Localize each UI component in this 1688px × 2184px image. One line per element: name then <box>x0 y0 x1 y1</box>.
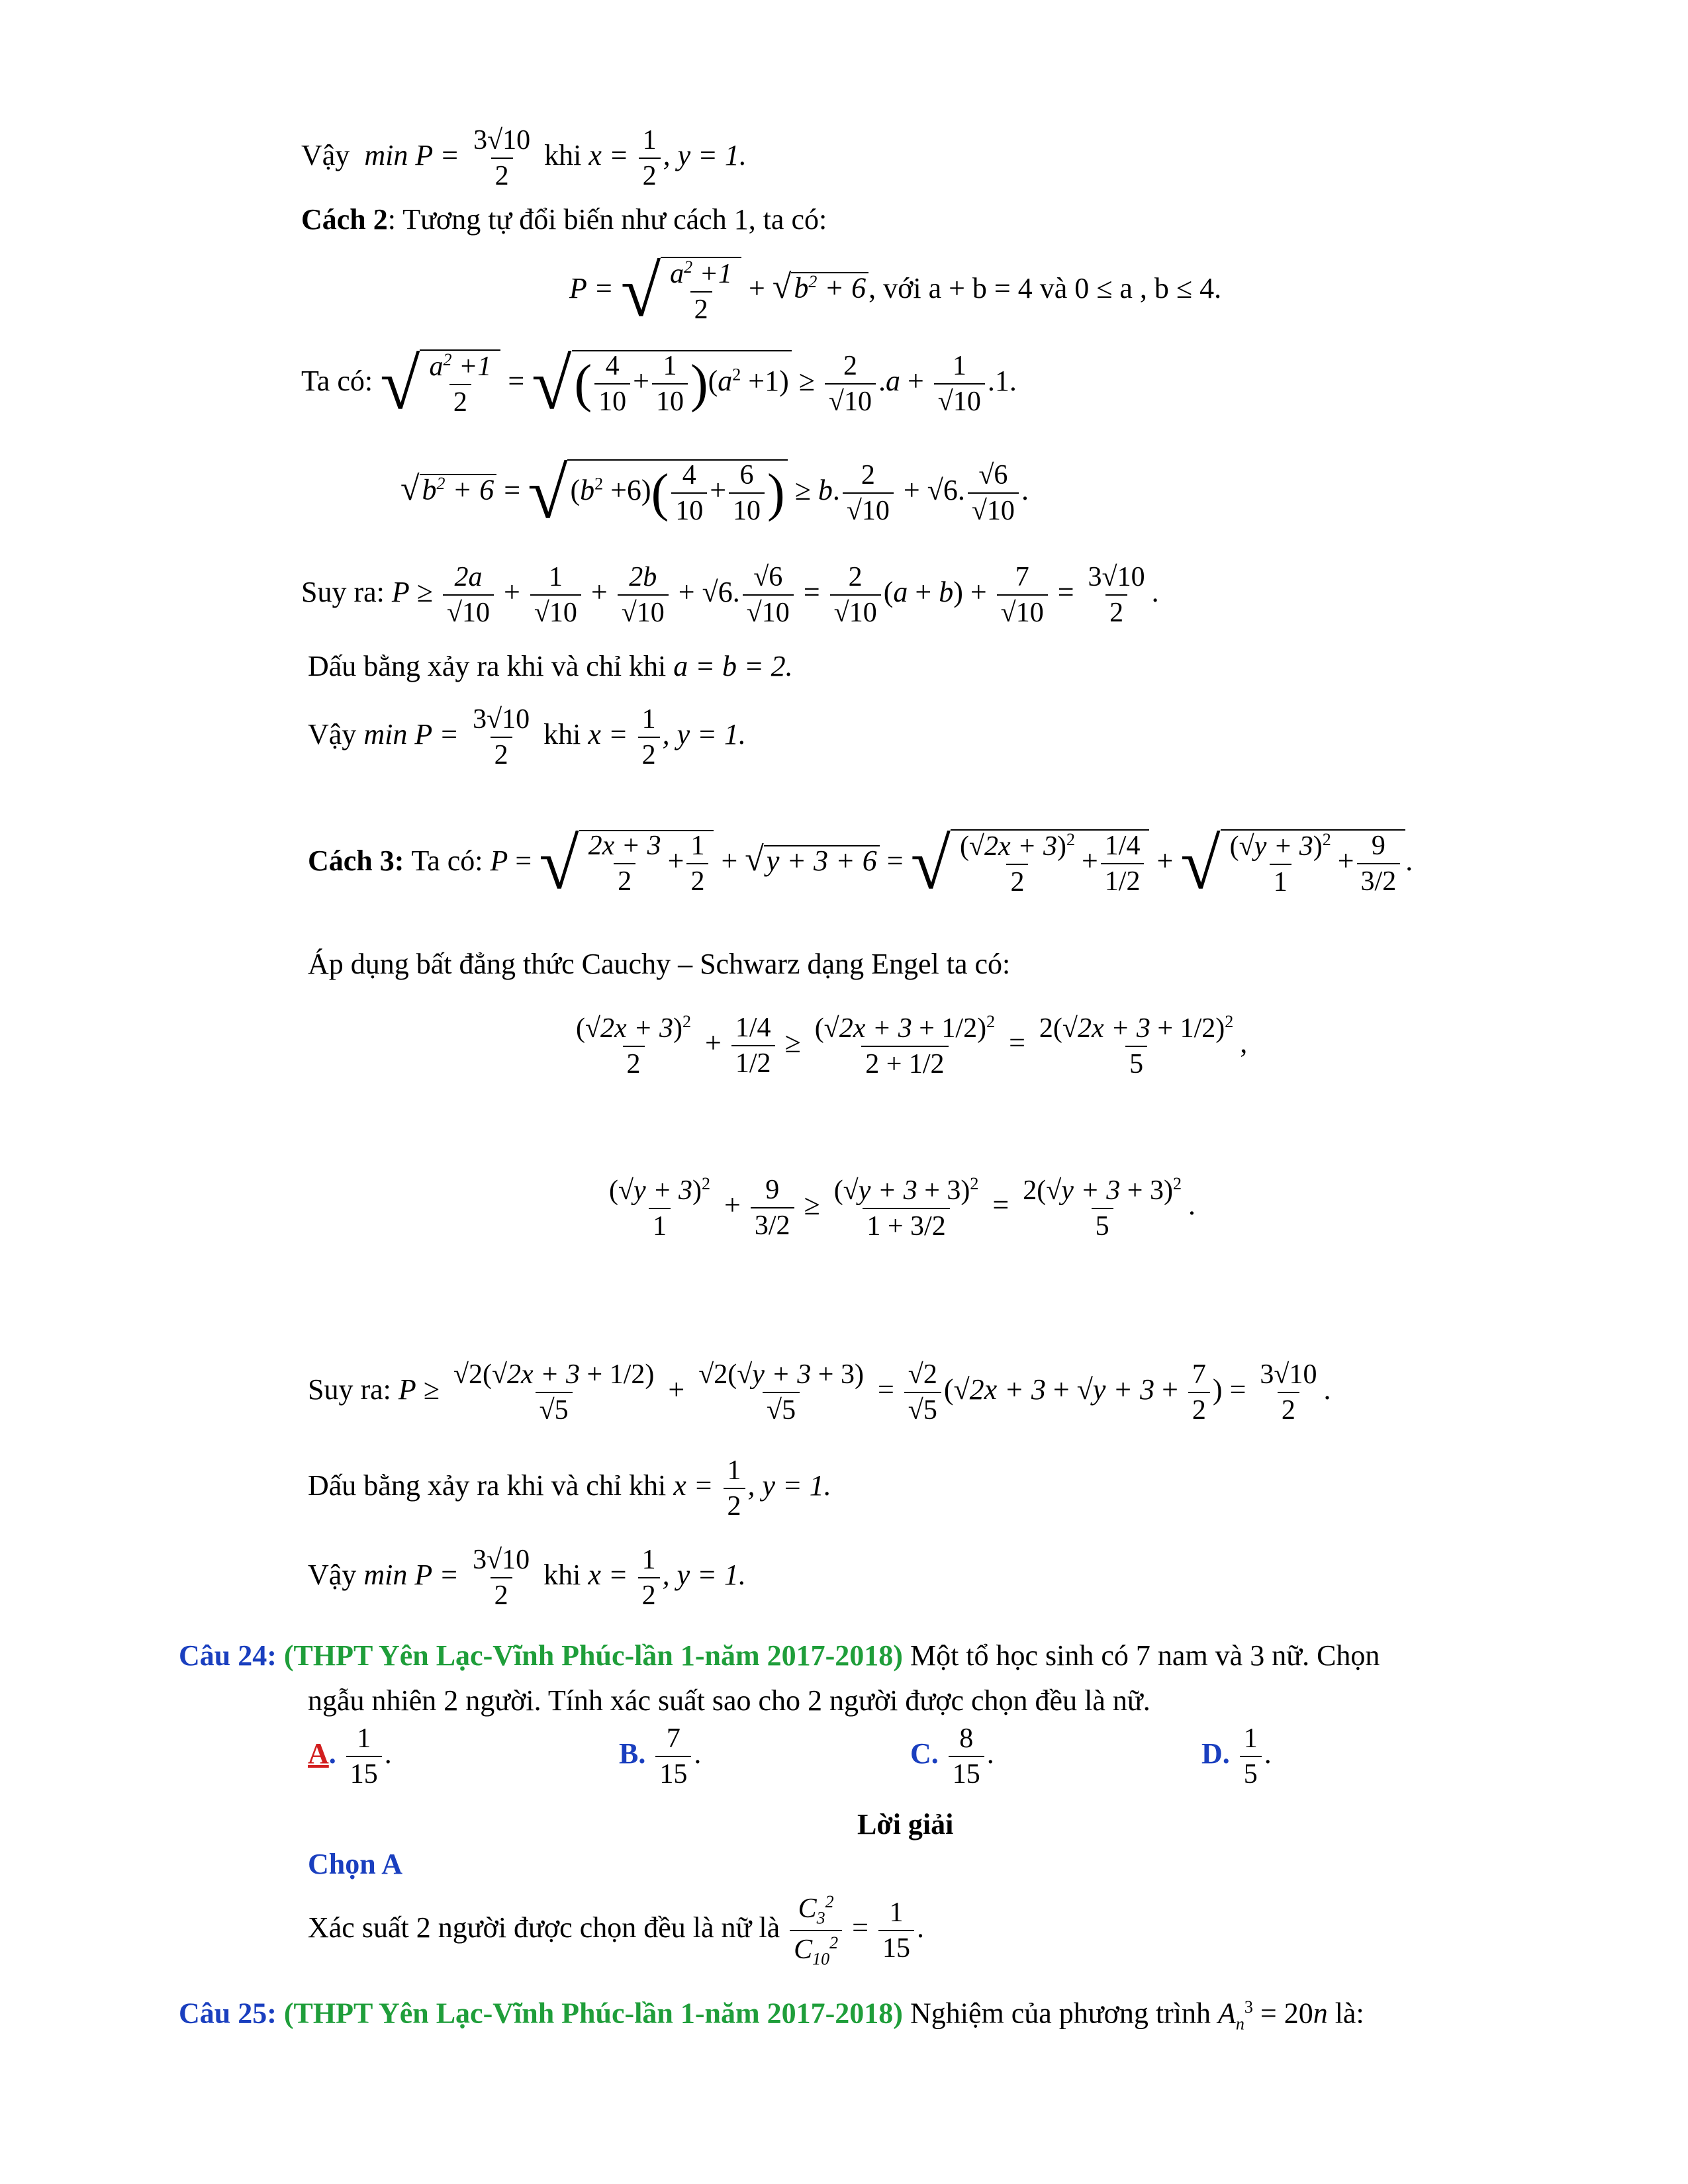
cond: , với a + b = 4 và 0 ≤ a , b ≤ 4. <box>868 272 1222 305</box>
vay-label: Vậy <box>301 139 350 172</box>
q24-text1: Một tổ học sinh có 7 nam và 3 nữ. Chọn <box>910 1639 1380 1672</box>
q24-option-b[interactable]: B. $\frac{7}{15}$ . <box>619 1723 702 1790</box>
cach2-ta-co-2: $√b^2 + 6 = √(b^2 +6)$( $\frac{4}{10}$ + $\frac{6}{10}$ ) ≥ b. $\frac{2}{√10}$ + √6. $\frac{√6}{√10}$ . <box>400 453 1029 533</box>
min-value-fraction: $\frac{3√10}{2}$ <box>473 125 531 192</box>
y-eq: , y = 1. <box>663 139 747 172</box>
q24-solution: Xác suất 2 người được chọn đều là nữ là $\frac{C_3^2}{C_{10}^2}$ = $\frac{1}{15}$ . <box>308 1892 924 1969</box>
cach3-suy-ra: Suy ra: P ≥ $\frac{√2(√2x + 3 + 1/2)}{√5}$ + $\frac{√2(√y + 3 + 3)}{√5}$ = $\frac{√2}{√5}$ (√2x + 3 + √y + 3 + $\frac{7}{2}$ ) = $\frac{3√10}{2}$ . <box>308 1359 1331 1426</box>
cach3-ap-dung: Áp dụng bất đẳng thức Cauchy – Schwarz dạng Engel ta có: <box>308 948 1011 980</box>
q24-option-a[interactable]: A. $\frac{1}{15}$ . <box>308 1723 392 1790</box>
engel-inequality-1: $\frac{(√2x + 3)^2}{2}$ + $\frac{1/4}{1/2}$ ≥ $\frac{(√2x + 3 + 1/2)^2}{2 + 1/2}$ = $\frac{2(√2x + 3 + 1/2)^2}{5}$ , <box>576 1012 1248 1080</box>
cach2-dau-bang: Dấu bằng xảy ra khi và chỉ khi a = b = 2. <box>308 650 793 682</box>
min-p: min P = <box>364 139 460 172</box>
cach3-heading: Cách 3: Ta có: P = √ $\frac{2x + 3}{2}$ + $\frac{1}{2}$ + √y + 3 + 6 = √ $\frac{(√2x + 3)^2}{2}$ + $\frac{1/4}{1/2}$ + √ $\frac{(√y + 3)^2}{1}$ + $\frac{9}{3/2}$ . <box>308 823 1413 904</box>
cach2-suy-ra: Suy ra: P ≥ $\frac{2a}{√10}$ + $\frac{1}{√10}$ + $\frac{2b}{√10}$ + √6. $\frac{√6}{√10}$ = $\frac{2}{√10}$ (a + b) + $\frac{7}{√10}$ = $\frac{3√10}{2}$ . <box>301 562 1159 629</box>
cach2-label: Cách 2 <box>301 203 388 236</box>
q24-source: (THPT Yên Lạc-Vĩnh Phúc-lần 1-năm 2017-2018) <box>283 1639 903 1672</box>
q24-chon: Chọn A <box>308 1848 403 1880</box>
q24-header <box>179 1641 1380 1670</box>
khi-label: khi <box>544 139 582 172</box>
cach2-heading <box>301 205 827 234</box>
engel-inequality-2: $\frac{(√y + 3)^2}{1}$ + $\frac{9}{3/2}$ ≥ $\frac{(√y + 3 + 3)^2}{1 + 3/2}$ = $\frac{2(√y + 3 + 3)^2}{5}$ . <box>609 1174 1196 1242</box>
cach2-conclusion: Vậy min P = $\frac{3√10}{2}$ khi x = $\frac{1}{2}$ , y = 1. <box>308 704 746 771</box>
q24-option-d[interactable]: D. $\frac{1}{5}$ . <box>1201 1723 1272 1790</box>
cach2-text: : Tương tự đổi biến như cách 1, ta có: <box>387 203 827 236</box>
q25-header: Câu 25: (THPT Yên Lạc-Vĩnh Phúc-lần 1-năm 2017-2018) Nghiệm của phương trình $A_n^3 = 20n$ là: <box>179 1997 1364 2034</box>
q25-tail: là: <box>1335 1997 1364 2030</box>
q25-source: (THPT Yên Lạc-Vĩnh Phúc-lần 1-năm 2017-2018) <box>283 1997 903 2030</box>
q25-text: Nghiệm của phương trình <box>910 1997 1211 2030</box>
cach2-ta-co-1: Ta có: √ $\frac{a^2 +1}{2}$ = √( $\frac{4}{10}$ + $\frac{1}{10}$ )$(a^2 +1)$ ≥ $\frac{2}{√10}$ .a + $\frac{1}{√10}$ .1. <box>301 343 1017 424</box>
x-eq: x = <box>588 139 629 172</box>
q25-label: Câu 25: <box>179 1997 277 2030</box>
cach3-dau-bang: Dấu bằng xảy ra khi và chỉ khi x = $\frac{1}{2}$ , y = 1. <box>308 1455 831 1522</box>
q24-label: Câu 24: <box>179 1639 277 1672</box>
q24-loi-giai: Lời giải <box>857 1808 954 1841</box>
q24-option-c[interactable]: C. $\frac{8}{15}$ . <box>910 1723 994 1790</box>
intro-conclusion <box>301 126 747 191</box>
x-fraction: $\frac{1}{2}$ <box>639 126 661 191</box>
q24-text-line2: ngẫu nhiên 2 người. Tính xác suất sao cho 2 người được chọn đều là nữ. <box>308 1684 1150 1717</box>
cach3-conclusion: Vậy min P = $\frac{3√10}{2}$ khi x = $\frac{1}{2}$ , y = 1. <box>308 1545 746 1612</box>
cach2-p-formula: P = √ $\frac{a^2 +1}{2}$ + $√b^2 + 6$, với a + b = 4 và 0 ≤ a , b ≤ 4. <box>569 251 1222 332</box>
